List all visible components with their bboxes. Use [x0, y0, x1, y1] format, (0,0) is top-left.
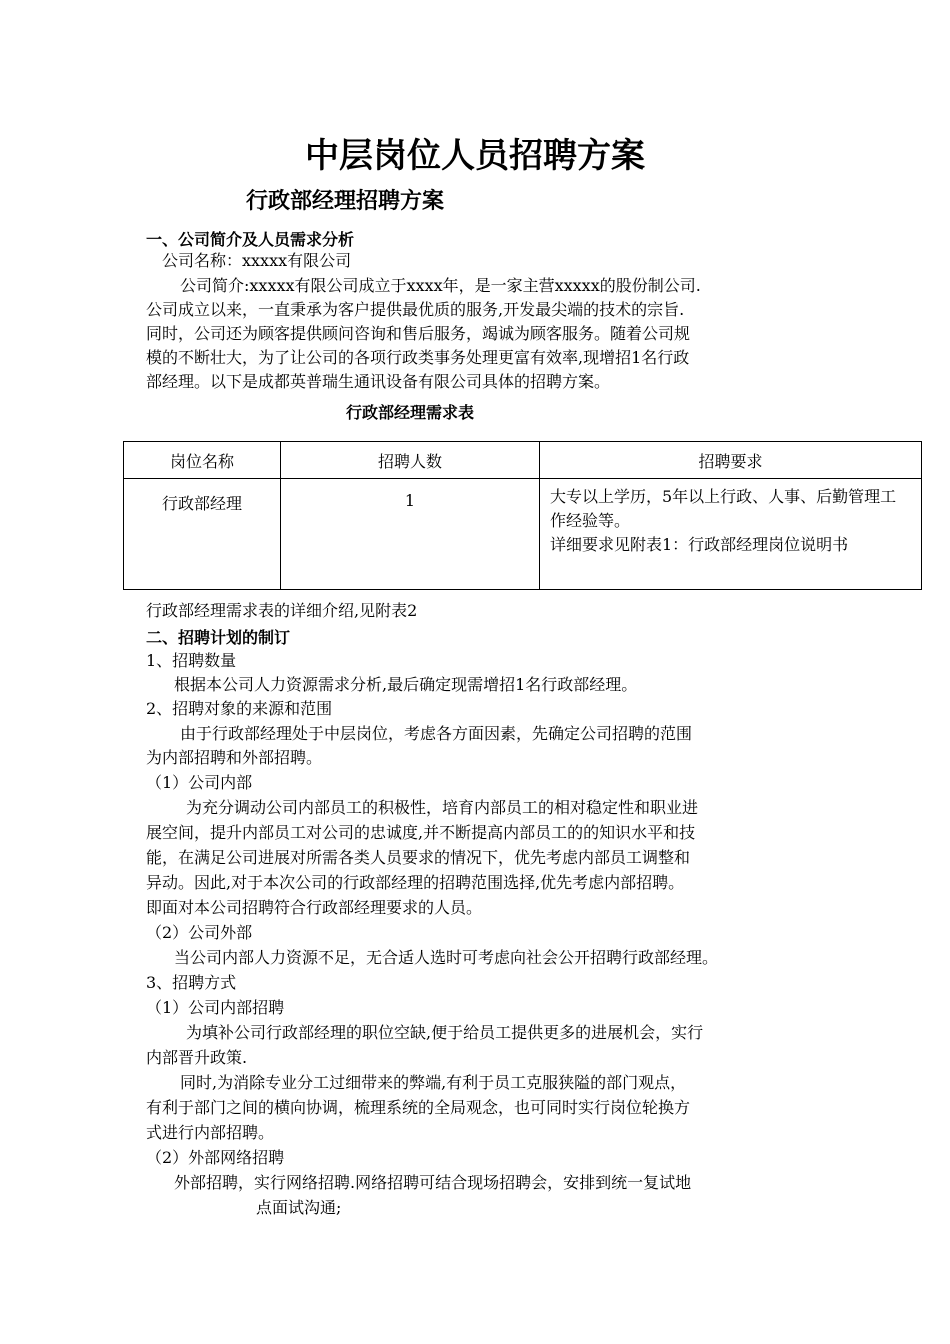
- method1-title: （1）公司内部招聘: [146, 998, 285, 1017]
- method2-line: 点面试沟通;: [256, 1198, 342, 1217]
- method2-title: （2）外部网络招聘: [146, 1148, 285, 1167]
- requirement-line: 作经验等。: [550, 511, 631, 530]
- section1-heading: 一、公司简介及人员需求分析: [146, 230, 355, 249]
- document-title: 中层岗位人员招聘方案: [305, 136, 645, 176]
- intro-line: 公司简介:xxxxx有限公司成立于xxxx年，是一家主营xxxxx的股份制公司.: [180, 276, 701, 295]
- section2-heading: 二、招聘计划的制订: [146, 628, 291, 647]
- intro-line: 同时，公司还为顾客提供顾问咨询和售后服务，竭诚为顾客服务。随着公司规: [146, 324, 691, 343]
- external-title: （2）公司外部: [146, 923, 253, 942]
- method1-line: 式进行内部招聘。: [146, 1123, 275, 1142]
- requirement-line: 大专以上学历，5年以上行政、人事、后勤管理工: [550, 487, 897, 506]
- header-count: 招聘人数: [281, 442, 540, 479]
- item3-title: 3、招聘方式: [146, 973, 237, 992]
- table-note: 行政部经理需求表的详细介绍,见附表2: [146, 601, 418, 620]
- internal-line: 展空间，提升内部员工对公司的忠诚度,并不断提高内部员工的的知识水平和技: [146, 823, 696, 842]
- intro-line: 部经理。以下是成都英普瑞生通讯设备有限公司具体的招聘方案。: [146, 372, 611, 391]
- intro-line: 公司成立以来，一直秉承为客户提供最优质的服务,开发最尖端的技术的宗旨.: [146, 300, 685, 319]
- method1-line: 同时,为消除专业分工过细带来的弊端,有利于员工克服狭隘的部门观点，: [180, 1073, 687, 1092]
- item2-line: 为内部招聘和外部招聘。: [146, 748, 323, 767]
- cell-count: 1: [281, 479, 540, 590]
- header-position: 岗位名称: [124, 442, 281, 479]
- table-row: [124, 479, 922, 590]
- method2-line: 外部招聘，实行网络招聘.网络招聘可结合现场招聘会，安排到统一复试地: [174, 1173, 692, 1192]
- intro-line: 模的不断壮大，为了让公司的各项行政类事务处理更富有效率,现增招1名行政: [146, 348, 690, 367]
- internal-line: 即面对本公司招聘符合行政部经理要求的人员。: [146, 898, 483, 917]
- item1-text: 根据本公司人力资源需求分析,最后确定现需增招1名行政部经理。: [174, 675, 638, 694]
- requirements-table: [123, 441, 922, 590]
- item1-title: 1、招聘数量: [146, 651, 237, 670]
- company-name: 公司名称：xxxxx有限公司: [162, 251, 352, 270]
- header-requirements: 招聘要求: [540, 442, 922, 479]
- item2-title: 2、招聘对象的来源和范围: [146, 699, 333, 718]
- method1-line: 有利于部门之间的横向协调，梳理系统的全局观念，也可同时实行岗位轮换方: [146, 1098, 691, 1117]
- method1-line: 内部晋升政策.: [146, 1048, 248, 1067]
- item2-line: 由于行政部经理处于中层岗位，考虑各方面因素，先确定公司招聘的范围: [180, 724, 693, 743]
- cell-position: 行政部经理: [124, 479, 281, 590]
- internal-line: 异动。因此,对于本次公司的行政部经理的招聘范围选择,优先考虑内部招聘。: [146, 873, 685, 892]
- internal-line: 为充分调动公司内部员工的积极性，培育内部员工的相对稳定性和职业进: [186, 798, 699, 817]
- method1-line: 为填补公司行政部经理的职位空缺,便于给员工提供更多的进展机会，实行: [186, 1023, 704, 1042]
- table-header-row: [124, 442, 922, 479]
- cell-requirements: [540, 479, 922, 590]
- internal-title: （1）公司内部: [146, 773, 253, 792]
- table-caption: 行政部经理需求表: [346, 403, 475, 422]
- requirement-line: 详细要求见附表1：行政部经理岗位说明书: [550, 535, 849, 554]
- external-text: 当公司内部人力资源不足，无合适人选时可考虑向社会公开招聘行政部经理。: [174, 948, 719, 967]
- document-subtitle: 行政部经理招聘方案: [246, 189, 445, 214]
- internal-line: 能，在满足公司进展对所需各类人员要求的情况下，优先考虑内部员工调整和: [146, 848, 691, 867]
